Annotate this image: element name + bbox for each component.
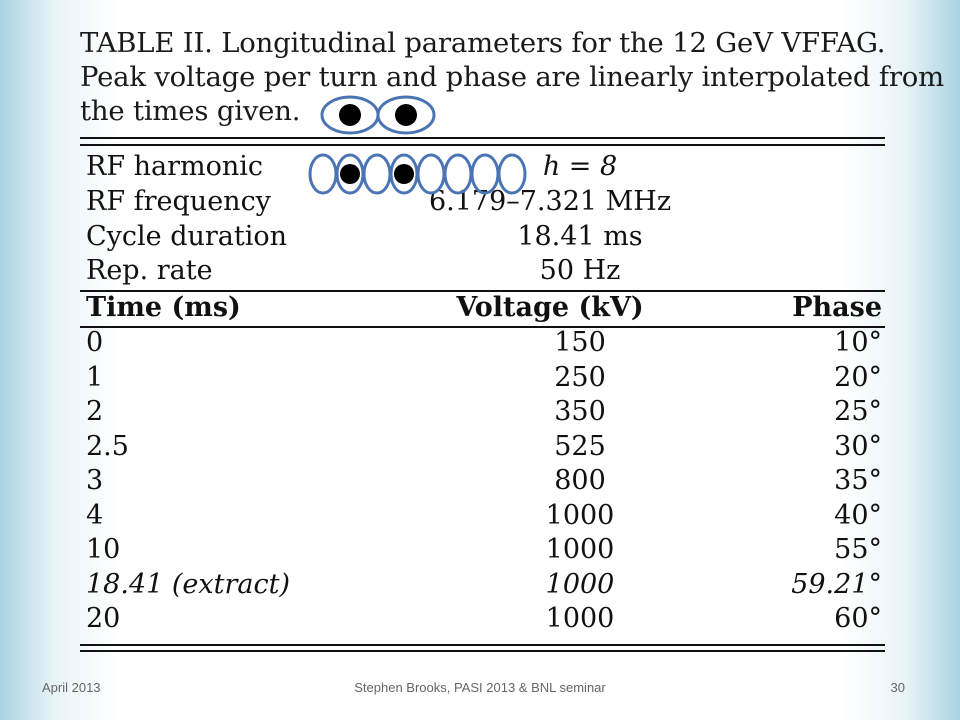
row-0-voltage: 150 <box>554 327 606 358</box>
row-1-time: 1 <box>86 362 104 393</box>
row-1-voltage: 250 <box>554 362 606 393</box>
harmonic-ellipse-5 <box>418 155 444 193</box>
harmonic-ellipse-8 <box>499 155 525 193</box>
footer-date: April 2013 <box>42 680 101 695</box>
caption-line-3: the times given. <box>80 95 301 127</box>
footer-page-number: 30 <box>890 680 905 695</box>
row-2-voltage: 350 <box>554 396 606 427</box>
harmonic-dot-2 <box>394 164 414 184</box>
harmonic-ellipse-6 <box>445 155 471 193</box>
harmonic-dot-1 <box>340 164 360 184</box>
row-8-time: 20 <box>86 603 121 634</box>
param-value-rep-rate: 50 Hz <box>539 255 621 286</box>
param-value-harmonic: h = 8 <box>542 151 618 182</box>
param-label-frequency: RF frequency <box>86 186 271 217</box>
param-value-frequency: 6.179–7.321 MHz <box>428 186 672 217</box>
row-6-time: 10 <box>86 534 121 565</box>
row-6-phase: 55° <box>834 534 882 565</box>
param-value-cycle: 18.41 ms <box>517 221 643 252</box>
row-6-voltage: 1000 <box>545 534 615 565</box>
harmonic-ellipse-7 <box>472 155 498 193</box>
header-phase: Phase <box>792 292 882 323</box>
row-3-phase: 30° <box>834 431 882 462</box>
footer-presenter: Stephen Brooks, PASI 2013 & BNL seminar <box>354 680 606 695</box>
row-3-time: 2.5 <box>86 431 129 462</box>
row-3-voltage: 525 <box>554 431 606 462</box>
harmonic-ellipse-1 <box>310 155 336 193</box>
param-label-rep-rate: Rep. rate <box>86 255 213 286</box>
row-4-voltage: 800 <box>554 465 606 496</box>
row-2-time: 2 <box>86 396 104 427</box>
row-8-voltage: 1000 <box>545 603 615 634</box>
row-5-voltage: 1000 <box>545 500 615 531</box>
row-0-phase: 10° <box>834 327 882 358</box>
row-4-time: 3 <box>86 465 104 496</box>
caption-line-1: TABLE II. Longitudinal parameters for the 12 GeV VFFAG. <box>80 27 886 59</box>
row-5-phase: 40° <box>834 500 882 531</box>
row-7-time: 18.41 (extract) <box>86 569 290 600</box>
row-5-time: 4 <box>86 500 104 531</box>
caption-line-2: Peak voltage per turn and phase are linearly interpolated from <box>80 61 945 93</box>
row-4-phase: 35° <box>834 465 882 496</box>
row-7-voltage: 1000 <box>545 569 615 600</box>
param-label-harmonic: RF harmonic <box>86 151 264 182</box>
row-8-phase: 60° <box>834 603 882 634</box>
row-1-phase: 20° <box>834 362 882 393</box>
header-time: Time (ms) <box>86 292 241 323</box>
harmonic-ellipse-3 <box>364 155 390 193</box>
row-0-time: 0 <box>86 327 104 358</box>
param-label-cycle: Cycle duration <box>86 221 288 252</box>
row-7-phase: 59.21° <box>791 569 882 600</box>
bunch-dot-1 <box>339 104 361 126</box>
row-2-phase: 25° <box>834 396 882 427</box>
header-voltage: Voltage (kV) <box>456 292 644 323</box>
bunch-dot-2 <box>395 104 417 126</box>
